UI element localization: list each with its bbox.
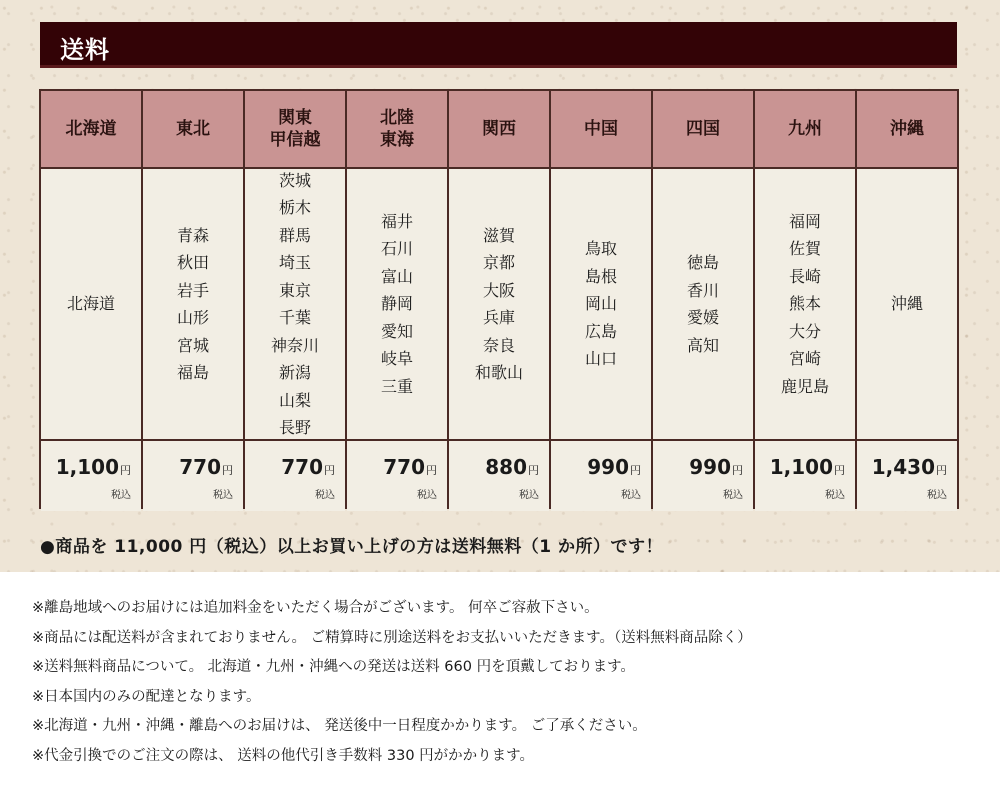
free-shipping-notice: ●商品を 11,000 円（税込）以上お買い上げの方は送料無料（1 か所）です！ (40, 537, 664, 557)
prefecture-cell (653, 169, 753, 439)
price-value: 1,100 (55, 455, 119, 479)
prefecture-name: 新潟 (278, 363, 311, 382)
prefecture-name: 岡山 (584, 294, 617, 314)
price-cell (551, 441, 651, 511)
shipping-price (485, 455, 539, 479)
title-bar (40, 22, 957, 68)
price-unit: 円 (732, 464, 743, 477)
prefecture-name: 兵庫 (482, 308, 515, 327)
prefecture-name: 岩手 (176, 280, 209, 300)
prefecture-name: 北海道 (66, 294, 115, 314)
prefecture-name: 和歌山 (474, 363, 523, 382)
shipping-price (56, 455, 131, 479)
region-header (857, 91, 957, 167)
price-value: 770 (281, 455, 323, 479)
price-unit: 円 (120, 464, 131, 477)
prefecture-name: 山形 (176, 308, 209, 327)
price-cell (41, 441, 141, 511)
note-item: ※代金引換でのご注文の際は、 送料の他代引き手数料 330 円がかかります。 (32, 747, 534, 764)
tax-included-label: 税込 (519, 490, 539, 501)
price-value: 990 (689, 455, 731, 479)
prefecture-name: 徳島 (686, 253, 719, 272)
region-header-line: 東海 (380, 130, 414, 150)
shipping-price (383, 455, 437, 479)
prefecture-name: 福島 (176, 363, 209, 382)
region-header-line: 中国 (584, 118, 618, 139)
prefecture-name: 奈良 (482, 335, 515, 355)
region-header (653, 91, 753, 167)
prefecture-name: 大分 (788, 321, 821, 341)
region-header-line: 沖縄 (890, 118, 924, 139)
shipping-price (689, 455, 743, 479)
notes-list (32, 594, 982, 771)
region-header (245, 91, 345, 167)
price-cell (653, 441, 753, 511)
prefecture-name: 佐賀 (788, 239, 821, 259)
prefecture-name: 福岡 (788, 211, 821, 231)
note-item: ※北海道・九州・沖縄・離島へのお届けは、 発送後中一日程度かかります。 ご了承ください。 (32, 718, 647, 734)
prefecture-name: 愛媛 (686, 308, 719, 327)
region-header-line: 関東 (278, 107, 312, 128)
prefecture-name: 沖縄 (890, 294, 923, 314)
prefecture-name: 福井 (380, 211, 413, 231)
prefecture-name: 秋田 (176, 253, 209, 272)
shipping-price (179, 455, 233, 479)
prefecture-name: 愛知 (380, 321, 413, 341)
page-title: 送料 (60, 36, 110, 64)
shipping-table (39, 89, 959, 509)
price-unit: 円 (222, 464, 233, 477)
prefecture-name: 静岡 (380, 294, 413, 314)
price-value: 770 (179, 455, 221, 479)
shipping-price (872, 455, 947, 479)
tax-included-label: 税込 (417, 490, 437, 501)
prefecture-name: 高知 (686, 335, 719, 355)
region-header (41, 91, 141, 167)
shipping-price (281, 455, 335, 479)
note-item: ※日本国内のみの配達となります。 (32, 688, 261, 705)
prefecture-name: 長野 (278, 418, 311, 437)
prefecture-name: 島根 (584, 266, 617, 286)
prefecture-cell (245, 169, 345, 439)
price-unit: 円 (324, 464, 335, 477)
tax-included-label: 税込 (111, 490, 131, 501)
prefecture-name: 富山 (380, 266, 413, 286)
prefecture-name: 埼玉 (278, 253, 311, 272)
prefecture-name: 宮城 (176, 335, 209, 355)
prefecture-cell (857, 169, 957, 439)
prefecture-cell (755, 169, 855, 439)
prefecture-name: 鳥取 (584, 239, 617, 259)
region-header (347, 91, 447, 167)
prefecture-name: 千葉 (278, 308, 311, 327)
prefecture-name: 長崎 (788, 266, 821, 286)
tax-included-label: 税込 (927, 490, 947, 501)
tax-included-label: 税込 (315, 490, 335, 501)
region-header-line: 北海道 (65, 118, 117, 139)
price-unit: 円 (834, 464, 845, 477)
prefecture-name: 岐阜 (380, 349, 413, 369)
prefecture-name: 東京 (278, 280, 311, 300)
price-value: 770 (383, 455, 425, 479)
prefecture-cell (347, 169, 447, 439)
tax-included-label: 税込 (825, 490, 845, 501)
prefecture-name: 山口 (584, 349, 617, 369)
region-header-line: 四国 (686, 118, 720, 139)
price-unit: 円 (426, 464, 437, 477)
tax-included-label: 税込 (723, 490, 743, 501)
prefecture-cell (449, 169, 549, 439)
price-cell (245, 441, 345, 511)
price-unit: 円 (936, 464, 947, 477)
prefecture-name: 大阪 (482, 280, 515, 300)
price-unit: 円 (528, 464, 539, 477)
price-cell (755, 441, 855, 511)
prefecture-name: 香川 (686, 280, 719, 300)
prefecture-name: 熊本 (788, 294, 821, 314)
prefecture-name: 京都 (482, 253, 515, 272)
region-header-line: 北陸 (380, 107, 414, 128)
tax-included-label: 税込 (621, 490, 641, 501)
prefecture-cell (41, 169, 141, 439)
prefecture-name: 茨城 (278, 170, 311, 190)
prefecture-name: 鹿児島 (780, 376, 829, 396)
prefecture-name: 山梨 (278, 390, 311, 410)
note-item: ※離島地域へのお届けには追加料金をいただく場合がございます。 何卒ご容赦下さい。 (32, 600, 599, 616)
region-header (755, 91, 855, 167)
shipping-price (587, 455, 641, 479)
prefecture-name: 滋賀 (482, 225, 515, 245)
tax-included-label: 税込 (213, 490, 233, 501)
note-item: ※送料無料商品について。 北海道・九州・沖縄への発送は送料 660 円を頂戴しております。 (32, 659, 635, 675)
region-header-line: 甲信越 (269, 130, 321, 150)
region-header (449, 91, 549, 167)
prefecture-name: 宮崎 (788, 349, 821, 369)
region-header-line: 九州 (788, 118, 822, 139)
price-cell (347, 441, 447, 511)
price-value: 1,100 (769, 455, 833, 479)
shipping-price (770, 455, 845, 479)
price-value: 880 (485, 455, 527, 479)
region-header-line: 関西 (482, 118, 516, 139)
price-value: 1,430 (871, 455, 935, 479)
note-item: ※商品には配送料が含まれておりません。 ご精算時に別途送料をお支払いいただきます。（送料無料商品除く） (32, 629, 752, 646)
region-header (551, 91, 651, 167)
prefecture-name: 群馬 (278, 225, 311, 245)
prefecture-cell (551, 169, 651, 439)
price-cell (449, 441, 549, 511)
prefecture-name: 広島 (584, 321, 617, 341)
prefecture-name: 青森 (176, 225, 209, 245)
prefecture-name: 栃木 (278, 198, 311, 217)
prefecture-cell (143, 169, 243, 439)
prefecture-name: 石川 (380, 239, 413, 259)
price-value: 990 (587, 455, 629, 479)
price-cell (143, 441, 243, 511)
prefecture-name: 神奈川 (270, 335, 319, 355)
prefecture-name: 三重 (380, 376, 413, 396)
region-header-line: 東北 (176, 118, 210, 139)
price-unit: 円 (630, 464, 641, 477)
price-cell (857, 441, 957, 511)
region-header (143, 91, 243, 167)
